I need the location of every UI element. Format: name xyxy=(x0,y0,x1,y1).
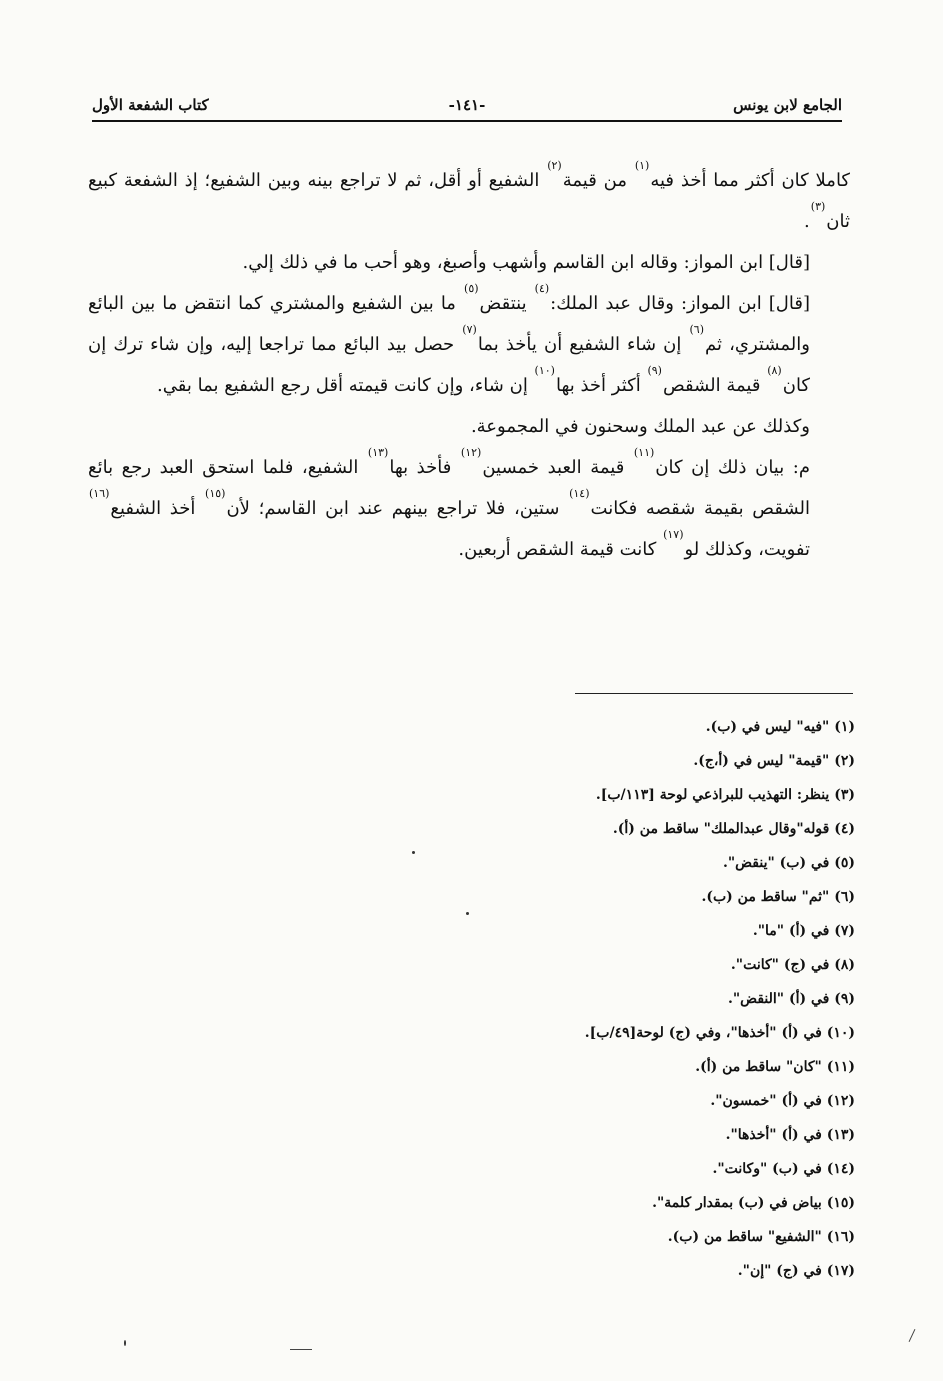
text-run: من قيمة xyxy=(562,170,634,191)
footnote-marker: (١٦) xyxy=(89,487,110,500)
text-run: قيمة العبد خمسين xyxy=(482,457,633,478)
footnote-item: (٥) في (ب) "ينقض". xyxy=(722,855,855,871)
text-run: إن شاء، وإن كانت قيمته أقل رجع الشفيع بما بقي. xyxy=(157,375,534,396)
footnote-item: (١٦) "الشفيع" ساقط من (ب). xyxy=(667,1229,855,1245)
footnote-marker: (٥) xyxy=(464,282,479,295)
footnote-item: (١٥) بياض في (ب) بمقدار كلمة". xyxy=(652,1195,855,1211)
footnote-item: (٦) "ثم" ساقط من (ب). xyxy=(701,889,855,905)
footnote-item: (٨) في (ج) "كانت". xyxy=(730,957,855,973)
footnote-item: (٣) ينظر: التهذيب للبراذعي لوحة [١١٣/ب]. xyxy=(595,787,855,803)
footnote-item: (١٣) في (أ) "أخذها". xyxy=(725,1127,855,1143)
footnote-item: (٤) قوله"وقال عبدالملك" ساقط من (أ). xyxy=(612,821,855,837)
footnote-item: (٢) "قيمة" ليس في (أ،ج). xyxy=(693,753,855,769)
footnote-marker: (٢) xyxy=(547,159,562,172)
text-run: . xyxy=(804,211,810,232)
text-run: كاملا كان أكثر مما أخذ فيه xyxy=(650,170,850,191)
text-run: تفويت، وكذلك لو xyxy=(684,539,810,560)
footnote-marker: (١٧) xyxy=(663,528,684,541)
book-title: الجامع لابن يونس xyxy=(733,96,842,114)
running-header xyxy=(92,90,842,122)
paragraph xyxy=(88,447,850,570)
footnote-marker: (١٥) xyxy=(205,487,226,500)
text-run: كانت قيمة الشقص أربعين. xyxy=(458,539,663,560)
text-run: الشفيع، فلما استحق العبد رجع بائع الشقص بقيمة شقصه فكانت xyxy=(88,457,810,519)
text-run: أكثر أخذ بها xyxy=(555,375,647,396)
footnote-marker: (٦) xyxy=(689,323,704,336)
text-run: أخذ الشفيع xyxy=(110,498,205,519)
footnote-item: (٧) في (أ) "ما". xyxy=(752,923,855,939)
text-run: حصل بيد البائع مما تراجعا إليه، وإن شاء ترك إن كان xyxy=(88,334,810,396)
text-run: قيمة الشقص xyxy=(662,375,767,396)
footnote-item: (١٠) في (أ) "أخذها"، وفي (ج) لوحة[٤٩/ب]. xyxy=(584,1025,855,1041)
paragraph xyxy=(88,406,850,447)
text-run: [قال] ابن المواز: وقاله ابن القاسم وأشهب وأصبغ، وهو أحب ما في ذلك إلي. xyxy=(242,252,810,273)
footnote-marker: (١١) xyxy=(633,446,655,459)
scan-speck xyxy=(412,851,415,854)
footnote-marker: (٤) xyxy=(534,282,550,295)
page-number: -١٤١- xyxy=(448,96,486,114)
footnote-item: (٩) في (أ) "النقض". xyxy=(728,991,855,1007)
text-run: إن شاء الشفيع أن يأخذ بما xyxy=(477,334,689,355)
footnote-marker: (١٣) xyxy=(367,446,389,459)
paragraph xyxy=(88,283,850,406)
footnote-item: (١٢) في (أ) "خمسون". xyxy=(710,1093,855,1109)
scan-speck xyxy=(124,1340,126,1346)
footnote-marker: (١٤) xyxy=(569,487,590,500)
text-run: ستين، فلا تراجع بينهم عند ابن القاسم؛ لأن xyxy=(226,498,569,519)
footnote-marker: (٣) xyxy=(810,200,826,213)
footnote-marker: (١) xyxy=(634,159,650,172)
footnote-marker: (٩) xyxy=(647,364,662,377)
footnote-marker: (١٢) xyxy=(460,446,482,459)
text-run: وكذلك عن عبد الملك وسحنون في المجموعة. xyxy=(470,416,810,437)
footnote-item: (١٤) في (ب) "وكانت". xyxy=(712,1161,855,1177)
scan-scratch xyxy=(290,1349,312,1350)
footnote-item: (١) "فيه" ليس في (ب). xyxy=(705,719,855,735)
text-run: فأخذ بها xyxy=(389,457,460,478)
chapter-title: كتاب الشفعة الأول xyxy=(92,96,209,114)
footnote-marker: (١٠) xyxy=(534,364,555,377)
footnote-marker: (٧) xyxy=(462,323,477,336)
footnote-marker: (٨) xyxy=(767,364,782,377)
main-text xyxy=(88,160,850,570)
text-run: [قال] ابن المواز: وقال عبد الملك: xyxy=(550,293,810,314)
footnotes-list xyxy=(480,710,855,1288)
paragraph xyxy=(88,242,850,283)
text-run: ما بين الشفيع والمشتري كما انتقض ما بين البائع والمشتري، ثم xyxy=(88,293,810,355)
text-run: الشفيع أو أقل، ثم لا تراجع بينه وبين الشفيع؛ إذ الشفعة كبيع ثان xyxy=(88,170,850,232)
scan-speck xyxy=(466,912,469,915)
scan-scratch xyxy=(909,1329,916,1342)
paragraph xyxy=(88,160,850,242)
footnote-item: (١٧) في (ج) "إن". xyxy=(737,1263,855,1279)
footnote-separator xyxy=(575,693,853,694)
text-run: م: بيان ذلك إن كان xyxy=(655,457,811,478)
text-run: ينتقض xyxy=(479,293,534,314)
footnote-item: (١١) "كان" ساقط من (أ). xyxy=(695,1059,855,1075)
